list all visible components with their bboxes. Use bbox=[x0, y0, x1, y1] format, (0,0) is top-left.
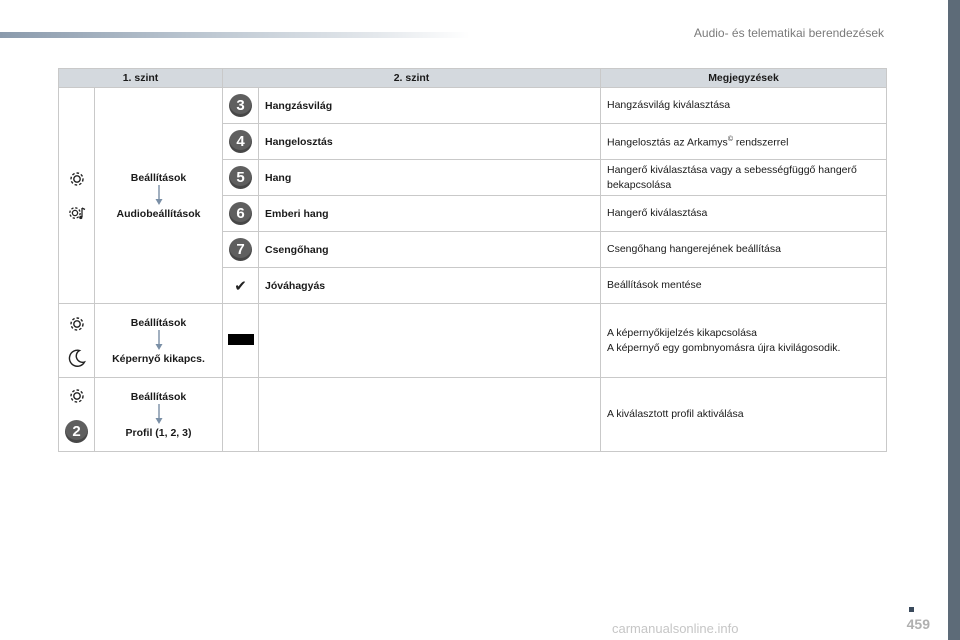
header-level2: 2. szint bbox=[223, 69, 601, 88]
group2-icon-cell bbox=[59, 304, 95, 378]
screen-off-icon bbox=[228, 334, 254, 345]
group1-icon-cell bbox=[59, 88, 95, 304]
level1-top-label: Beállítások bbox=[130, 390, 187, 403]
checkmark-icon: ✔ bbox=[234, 277, 247, 295]
note-line: A képernyőkijelzés kikapcsolása bbox=[607, 326, 757, 339]
number-cell bbox=[223, 268, 259, 304]
level2-label: Hang bbox=[259, 160, 601, 196]
note-text: rendszerrel bbox=[732, 136, 789, 149]
group3-icon-cell bbox=[59, 378, 95, 452]
level2-label: Jóváhagyás bbox=[259, 268, 601, 304]
arrow-down-icon bbox=[154, 185, 164, 207]
number-badge: 5 bbox=[229, 166, 252, 189]
note-cell bbox=[601, 124, 887, 160]
note-cell: Hangerő kiválasztása bbox=[601, 196, 887, 232]
number-badge: 4 bbox=[229, 130, 252, 153]
table-row bbox=[59, 88, 887, 124]
arrow-down-icon bbox=[154, 330, 164, 352]
gear-music-icon bbox=[67, 203, 87, 223]
note-cell: Csengőhang hangerejének beállítása bbox=[601, 232, 887, 268]
number-badge: 6 bbox=[229, 202, 252, 225]
level1-bottom-label: Képernyő kikapcs. bbox=[112, 352, 205, 365]
number-cell-empty bbox=[223, 378, 259, 452]
level2-label: Emberi hang bbox=[259, 196, 601, 232]
gear-icon bbox=[67, 386, 87, 406]
settings-table bbox=[58, 68, 887, 452]
page-number: 459 bbox=[906, 616, 930, 632]
number-cell bbox=[223, 304, 259, 378]
copyright-mark: © bbox=[727, 136, 733, 144]
header-notes: Megjegyzések bbox=[601, 69, 887, 88]
table-header-row bbox=[59, 69, 887, 88]
side-strip bbox=[948, 0, 960, 640]
arrow-down-icon bbox=[154, 404, 164, 426]
moon-icon bbox=[67, 348, 87, 368]
level2-label: Csengőhang bbox=[259, 232, 601, 268]
group2-level1-cell bbox=[95, 304, 223, 378]
group1-level1-cell bbox=[95, 88, 223, 304]
note-cell: Hangzásvilág kiválasztása bbox=[601, 88, 887, 124]
gear-icon bbox=[67, 314, 87, 334]
number-badge: 3 bbox=[229, 94, 252, 117]
note-cell: Hangerő kiválasztása vagy a sebességfüggő hangerő bekapcsolása bbox=[601, 160, 887, 196]
page-header-title: Audio- és telematikai berendezések bbox=[693, 26, 884, 40]
header-level1: 1. szint bbox=[59, 69, 223, 88]
level2-label: Hangzásvilág bbox=[259, 88, 601, 124]
table-row bbox=[59, 378, 887, 452]
number-badge: 7 bbox=[229, 238, 252, 261]
level2-label: Hangelosztás bbox=[259, 124, 601, 160]
gear-icon bbox=[67, 169, 87, 189]
number-cell bbox=[223, 160, 259, 196]
note-cell: A kiválasztott profil aktiválása bbox=[601, 378, 887, 452]
number-cell bbox=[223, 88, 259, 124]
header-decor-bar bbox=[0, 32, 470, 38]
watermark: carmanualsonline.info bbox=[612, 621, 739, 636]
note-cell bbox=[601, 304, 887, 378]
table-row bbox=[59, 304, 887, 378]
page-marker bbox=[909, 607, 914, 612]
number-cell bbox=[223, 196, 259, 232]
note-line: A képernyő egy gombnyomásra újra kivilágosodik. bbox=[607, 341, 841, 354]
number-badge: 2 bbox=[65, 420, 88, 443]
note-cell: Beállítások mentése bbox=[601, 268, 887, 304]
group3-level1-cell bbox=[95, 378, 223, 452]
level1-bottom-label: Profil (1, 2, 3) bbox=[125, 426, 192, 439]
level1-bottom-label: Audiobeállítások bbox=[116, 207, 201, 220]
note-text: Hangelosztás az Arkamys bbox=[607, 136, 728, 149]
level1-top-label: Beállítások bbox=[130, 316, 187, 329]
level2-empty bbox=[259, 304, 601, 378]
number-cell bbox=[223, 232, 259, 268]
number-cell bbox=[223, 124, 259, 160]
level2-empty bbox=[259, 378, 601, 452]
level1-top-label: Beállítások bbox=[130, 171, 187, 184]
